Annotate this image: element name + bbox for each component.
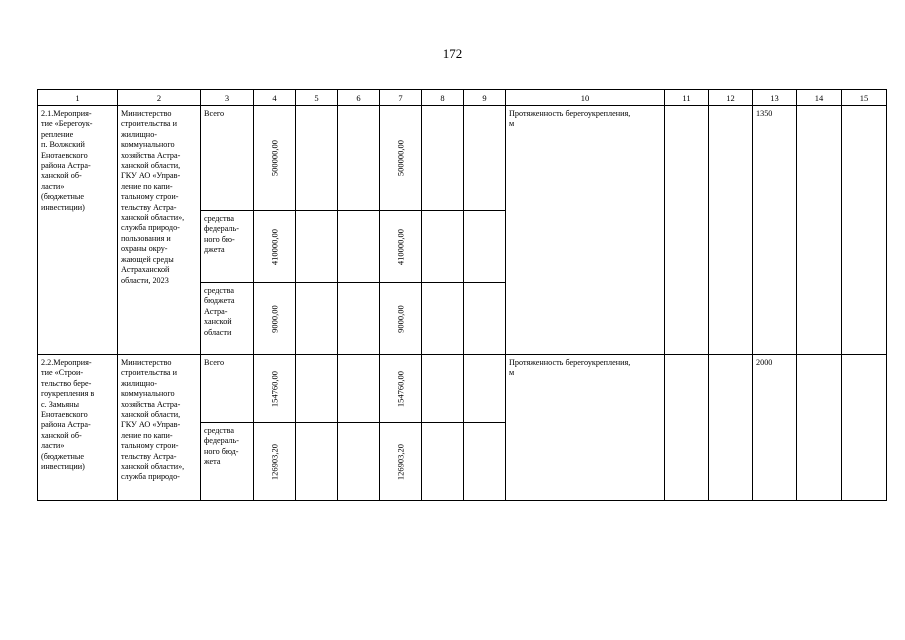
col-header-15: 15 bbox=[842, 90, 887, 106]
empty-cell bbox=[842, 106, 887, 355]
source-cell: Всего bbox=[201, 106, 254, 211]
empty-cell bbox=[338, 106, 380, 211]
empty-cell bbox=[464, 423, 506, 501]
col-header-12: 12 bbox=[709, 90, 753, 106]
column-number-row bbox=[38, 90, 887, 106]
empty-cell bbox=[842, 355, 887, 501]
indicator-value-cell: 1350 bbox=[753, 106, 797, 355]
empty-cell bbox=[296, 355, 338, 423]
empty-cell bbox=[665, 355, 709, 501]
col4-cell bbox=[254, 211, 296, 283]
empty-cell bbox=[665, 106, 709, 355]
col-header-7: 7 bbox=[380, 90, 422, 106]
col4-cell bbox=[254, 423, 296, 501]
budget-table bbox=[37, 89, 887, 501]
col7-value: 154760,00 bbox=[395, 370, 405, 407]
source-cell: Всего bbox=[201, 355, 254, 423]
col7-value: 410000,00 bbox=[395, 228, 405, 265]
empty-cell bbox=[338, 423, 380, 501]
col4-value: 9000,00 bbox=[269, 304, 279, 333]
col-header-5: 5 bbox=[296, 90, 338, 106]
empty-cell bbox=[797, 106, 842, 355]
empty-cell bbox=[296, 106, 338, 211]
empty-cell bbox=[797, 355, 842, 501]
col7-cell bbox=[380, 423, 422, 501]
event-cell: 2.1.Мероприя- тие «Берегоук- репление п. Волжский Енотаевского района Астра- ханской об- ласти» (бюджетные инвестиции) bbox=[38, 106, 118, 355]
col-header-9: 9 bbox=[464, 90, 506, 106]
empty-cell bbox=[709, 106, 753, 355]
source-cell: средства бюджета Астра- ханской области bbox=[201, 283, 254, 355]
empty-cell bbox=[709, 355, 753, 501]
col7-cell bbox=[380, 211, 422, 283]
col-header-3: 3 bbox=[201, 90, 254, 106]
col-header-10: 10 bbox=[506, 90, 665, 106]
indicator-value-cell: 2000 bbox=[753, 355, 797, 501]
col-header-4: 4 bbox=[254, 90, 296, 106]
col7-cell bbox=[380, 106, 422, 211]
col-header-11: 11 bbox=[665, 90, 709, 106]
col-header-14: 14 bbox=[797, 90, 842, 106]
col7-cell bbox=[380, 355, 422, 423]
empty-cell bbox=[464, 106, 506, 211]
source-cell: средства федераль- ного бю- джета bbox=[201, 211, 254, 283]
empty-cell bbox=[296, 283, 338, 355]
empty-cell bbox=[464, 355, 506, 423]
table-row bbox=[38, 355, 887, 423]
empty-cell bbox=[296, 423, 338, 501]
empty-cell bbox=[422, 211, 464, 283]
col4-value: 500000,00 bbox=[269, 139, 279, 177]
col7-cell bbox=[380, 283, 422, 355]
event-cell: 2.2.Мероприя- тие «Строи- тельство бере- гоукрепления в с. Замьяны Енотаевского района Астра- ханской об- ласти» (бюджетные инвестиции) bbox=[38, 355, 118, 501]
col4-cell bbox=[254, 106, 296, 211]
empty-cell bbox=[338, 211, 380, 283]
page-number: 172 bbox=[442, 46, 463, 61]
executor-cell: Министерство строительства и жилищно- коммунального хозяйства Астра- ханской области, ГКУ АО «Управ- ление по капи- тальному строи- тельству Астра- ханской области», служба природо- bbox=[118, 355, 201, 501]
empty-cell bbox=[464, 211, 506, 283]
col4-cell bbox=[254, 283, 296, 355]
col-header-2: 2 bbox=[118, 90, 201, 106]
table-row bbox=[38, 106, 887, 211]
col7-value: 126903,20 bbox=[395, 443, 405, 480]
empty-cell bbox=[422, 355, 464, 423]
empty-cell bbox=[422, 283, 464, 355]
col-header-13: 13 bbox=[753, 90, 797, 106]
col4-value: 154760,00 bbox=[269, 370, 279, 407]
col4-cell bbox=[254, 355, 296, 423]
indicator-cell: Протяженность берегоукрепления, м bbox=[506, 355, 665, 501]
col-header-6: 6 bbox=[338, 90, 380, 106]
col7-value: 9000,00 bbox=[395, 304, 405, 333]
col7-value: 500000,00 bbox=[395, 139, 405, 177]
empty-cell bbox=[464, 283, 506, 355]
source-cell: средства федераль- ного бюд- жета bbox=[201, 423, 254, 501]
col-header-8: 8 bbox=[422, 90, 464, 106]
col-header-1: 1 bbox=[38, 90, 118, 106]
indicator-cell: Протяженность берегоукрепления, м bbox=[506, 106, 665, 355]
executor-cell: Министерство строительства и жилищно- коммунального хозяйства Астра- ханской области, ГКУ АО «Управ- ление по капи- тальному строи- тельству Астра- ханской области», служба природо- пользования и охраны окру- жающей среды Астраханской области, 2023 bbox=[118, 106, 201, 355]
col4-value: 410000,00 bbox=[269, 228, 279, 265]
empty-cell bbox=[422, 106, 464, 211]
empty-cell bbox=[338, 283, 380, 355]
col4-value: 126903,20 bbox=[269, 443, 279, 480]
empty-cell bbox=[296, 211, 338, 283]
empty-cell bbox=[422, 423, 464, 501]
empty-cell bbox=[338, 355, 380, 423]
